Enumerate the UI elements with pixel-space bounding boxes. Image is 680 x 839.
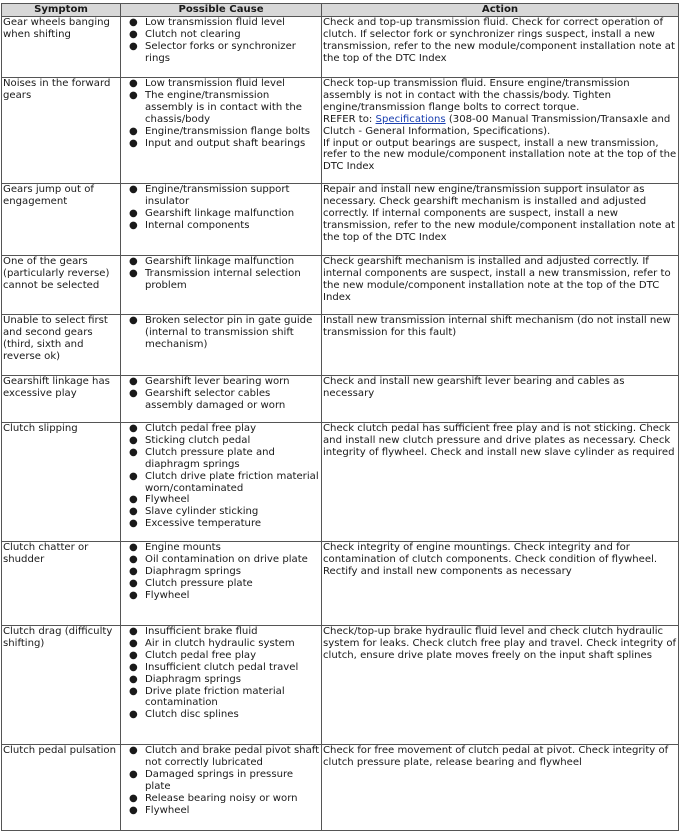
table-row [2, 626, 679, 745]
bullet-icon: ● [129, 661, 138, 673]
bullet-icon: ● [129, 89, 138, 101]
action-cell [322, 78, 679, 184]
cause-item [122, 220, 320, 232]
cause-text: Gearshift lever bearing worn [145, 376, 290, 387]
cause-item [122, 674, 320, 686]
refer-suffix: (308-00 Manual Transmission/Transaxle and Clutch - General Information, Specifications). [323, 113, 671, 137]
cause-text: Selector forks or synchronizer rings [145, 40, 296, 64]
bullet-icon: ● [129, 506, 138, 518]
cause-text: Low transmission fluid level [145, 17, 285, 28]
cause-item [122, 745, 320, 769]
cause-text: Release bearing noisy or worn [145, 792, 298, 804]
symptom-cell: Clutch pedal pulsation [2, 745, 121, 831]
action-cell [322, 542, 679, 626]
table-row [2, 256, 679, 315]
cause-text: Insufficient brake fluid [145, 626, 258, 637]
cause-cell [121, 17, 322, 78]
cause-text: Broken selector pin in gate guide (internal to transmission shift mechanism) [145, 315, 313, 350]
cause-text: Insufficient clutch pedal travel [145, 661, 299, 673]
cause-text: Damaged springs in pressure plate [145, 768, 294, 792]
cause-item [122, 90, 320, 126]
symptom-cell: Gearshift linkage has excessive play [2, 376, 121, 423]
bullet-icon: ● [129, 267, 138, 279]
action-text: Check and install new gearshift lever bearing and cables as necessary [323, 376, 625, 399]
cause-text: Clutch drive plate friction material worn/contaminated [145, 470, 319, 494]
bullet-icon: ● [129, 470, 138, 482]
cause-text: Gearshift linkage malfunction [145, 207, 295, 219]
bullet-icon: ● [129, 626, 138, 637]
cause-text: Clutch pedal free play [145, 649, 257, 661]
cause-list [122, 745, 320, 816]
cause-text: Clutch not clearing [145, 28, 241, 40]
cause-text: Engine/transmission flange bolts [145, 125, 311, 137]
action-text: If input or output bearings are suspect, install a new transmission, refer to the new module/component installation note at the top of the DTC Index [323, 137, 677, 173]
cause-item [122, 650, 320, 662]
action-cell [322, 315, 679, 376]
action-cell [322, 256, 679, 315]
cause-item [122, 686, 320, 710]
cause-cell [121, 423, 322, 542]
action-text: Check gearshift mechanism is installed and adjusted correctly. If internal components are suspect, install a new transmission, refer to the new module/component installation note at the top of the DTC Index [323, 256, 671, 303]
bullet-icon: ● [129, 804, 138, 816]
symptom-cell: Clutch chatter or shudder [2, 542, 121, 626]
cause-text: Flywheel [145, 494, 190, 506]
action-text: Check clutch pedal has sufficient free play and is not sticking. Check and install new clutch pressure and drive plates as necessary. Check integrity of flywheel. Check and install new slave cylinder as required [323, 423, 675, 458]
cause-text: Clutch pressure plate and diaphragm springs [145, 446, 275, 470]
action-text: Check/top-up brake hydraulic fluid level and check clutch hydraulic system for leaks. Check clutch free play and travel. Check integrity of clutch, ensure drive plate moves freely on the input shaft splines [323, 626, 677, 661]
cause-text: Internal components [145, 219, 250, 231]
bullet-icon: ● [129, 28, 138, 40]
cause-item [122, 388, 320, 412]
action-text: Check for free movement of clutch pedal at pivot. Check integrity of clutch pressure plate, release bearing and flywheel [323, 745, 669, 768]
cause-item [122, 709, 320, 721]
cause-item [122, 376, 320, 388]
bullet-icon: ● [129, 423, 138, 434]
bullet-icon: ● [129, 673, 138, 685]
action-cell [322, 184, 679, 256]
cause-text: Flywheel [145, 804, 190, 816]
cause-text: Input and output shaft bearings [145, 137, 306, 149]
cause-text: Gearshift selector cables assembly damaged or worn [145, 387, 286, 411]
bullet-icon: ● [129, 387, 138, 399]
action-cell [322, 17, 679, 78]
action-cell [322, 626, 679, 745]
cause-item [122, 590, 320, 602]
bullet-icon: ● [129, 542, 138, 553]
bullet-icon: ● [129, 376, 138, 387]
bullet-icon: ● [129, 40, 138, 52]
cause-item [122, 138, 320, 150]
cause-item [122, 662, 320, 674]
action-cell [322, 376, 679, 423]
cause-item [122, 41, 320, 65]
cause-text: Low transmission fluid level [145, 78, 285, 89]
cause-cell [121, 184, 322, 256]
cause-item [122, 29, 320, 41]
cause-cell [121, 315, 322, 376]
header-row [2, 4, 679, 17]
table-row [2, 315, 679, 376]
cause-text: Diaphragm springs [145, 565, 242, 577]
bullet-icon: ● [129, 518, 138, 530]
bullet-icon: ● [129, 219, 138, 231]
cause-text: Flywheel [145, 589, 190, 601]
cause-text: Oil contamination on drive plate [145, 553, 308, 565]
cause-item [122, 208, 320, 220]
symptom-cell: Clutch drag (difficulty shifting) [2, 626, 121, 745]
cause-item [122, 423, 320, 435]
symptom-cell: One of the gears (particularly reverse) cannot be selected [2, 256, 121, 315]
bullet-icon: ● [129, 446, 138, 458]
header-symptom: Symptom [2, 4, 121, 17]
cause-item [122, 256, 320, 268]
table-row [2, 184, 679, 256]
table-row [2, 542, 679, 626]
cause-cell [121, 745, 322, 831]
cause-list [122, 423, 320, 530]
bullet-icon: ● [129, 768, 138, 780]
action-cell [322, 745, 679, 831]
cause-text: Clutch pedal free play [145, 423, 257, 434]
cause-text: Gearshift linkage malfunction [145, 256, 295, 267]
refer-line [323, 114, 677, 138]
bullet-icon: ● [129, 565, 138, 577]
cause-item [122, 769, 320, 793]
cause-cell [121, 376, 322, 423]
action-text: Install new transmission internal shift mechanism (do not install new transmission for this fault) [323, 315, 671, 338]
symptom-cell: Gear wheels banging when shifting [2, 17, 121, 78]
cause-text: Engine mounts [145, 542, 221, 553]
symptom-cell: Clutch slipping [2, 423, 121, 542]
header-action: Action [322, 4, 679, 17]
cause-item [122, 506, 320, 518]
cause-cell [121, 256, 322, 315]
specifications-link[interactable]: Specifications [375, 113, 446, 125]
bullet-icon: ● [129, 792, 138, 804]
symptom-cell: Unable to select first and second gears (third, sixth and reverse ok) [2, 315, 121, 376]
cause-list [122, 256, 320, 292]
cause-item [122, 554, 320, 566]
cause-item [122, 578, 320, 590]
cause-cell [121, 626, 322, 745]
cause-item [122, 268, 320, 292]
cause-list [122, 315, 320, 351]
cause-item [122, 626, 320, 638]
cause-item [122, 793, 320, 805]
bullet-icon: ● [129, 649, 138, 661]
symptom-cell: Gears jump out of engagement [2, 184, 121, 256]
cause-item [122, 494, 320, 506]
cause-text: Air in clutch hydraulic system [145, 637, 295, 649]
cause-item [122, 126, 320, 138]
cause-item [122, 805, 320, 817]
cause-item [122, 638, 320, 650]
diagnosis-table [1, 3, 679, 831]
cause-item [122, 518, 320, 530]
bullet-icon: ● [129, 78, 138, 89]
bullet-icon: ● [129, 434, 138, 446]
cause-cell [121, 78, 322, 184]
cause-item [122, 17, 320, 29]
table-row [2, 376, 679, 423]
cause-list [122, 17, 320, 65]
action-text: Check integrity of engine mountings. Check integrity and for contamination of clutch components. Check condition of flywheel. Rectify and install new components as necessary [323, 542, 658, 577]
cause-cell [121, 542, 322, 626]
cause-list [122, 542, 320, 602]
bullet-icon: ● [129, 184, 138, 195]
cause-item [122, 566, 320, 578]
table-row [2, 78, 679, 184]
cause-list [122, 626, 320, 721]
cause-item [122, 315, 320, 351]
cause-list [122, 376, 320, 412]
bullet-icon: ● [129, 315, 138, 326]
action-text: Check top-up transmission fluid. Ensure engine/transmission assembly is not in contact with the chassis/body. Tighten engine/transmission flange bolts to correct torque. [323, 78, 630, 113]
cause-text: Clutch disc splines [145, 709, 239, 721]
cause-text: Sticking clutch pedal [145, 434, 251, 446]
table-row [2, 745, 679, 831]
cause-item [122, 447, 320, 471]
cause-text: Drive plate friction material contamination [145, 685, 285, 709]
symptom-cell: Noises in the forward gears [2, 78, 121, 184]
cause-text: Clutch pressure plate [145, 577, 253, 589]
cause-text: Transmission internal selection problem [145, 267, 301, 291]
cause-text: Clutch and brake pedal pivot shaft not correctly lubricated [145, 745, 320, 768]
bullet-icon: ● [129, 745, 138, 756]
bullet-icon: ● [129, 589, 138, 601]
cause-text: Excessive temperature [145, 518, 262, 530]
cause-item [122, 184, 320, 208]
bullet-icon: ● [129, 256, 138, 267]
action-text: Check and top-up transmission fluid. Check for correct operation of clutch. If selector fork or synchronizer rings suspect, install a new transmission, refer to the new module/component installation note at the top of the DTC Index [323, 17, 675, 64]
bullet-icon: ● [129, 577, 138, 589]
bullet-icon: ● [129, 125, 138, 137]
bullet-icon: ● [129, 137, 138, 149]
bullet-icon: ● [129, 685, 138, 697]
cause-text: The engine/transmission assembly is in contact with the chassis/body [145, 89, 302, 125]
bullet-icon: ● [129, 709, 138, 721]
bullet-icon: ● [129, 637, 138, 649]
cause-item [122, 542, 320, 554]
cause-item [122, 471, 320, 495]
cause-list [122, 78, 320, 149]
header-possible-cause: Possible Cause [121, 4, 322, 17]
cause-text: Diaphragm springs [145, 673, 242, 685]
bullet-icon: ● [129, 17, 138, 28]
action-text: Repair and install new engine/transmission support insulator as necessary. Check gearshift mechanism is installed and adjusted correctly. If internal components are suspect, install a new transmission, refer to the new module/component installation note at the top of the DTC Index [323, 184, 675, 243]
action-cell [322, 423, 679, 542]
bullet-icon: ● [129, 494, 138, 506]
table-row [2, 17, 679, 78]
cause-item [122, 78, 320, 90]
cause-text: Slave cylinder sticking [145, 506, 259, 518]
cause-text: Engine/transmission support insulator [145, 184, 290, 207]
cause-item [122, 435, 320, 447]
bullet-icon: ● [129, 207, 138, 219]
bullet-icon: ● [129, 553, 138, 565]
table-row [2, 423, 679, 542]
refer-prefix: REFER to: [323, 113, 376, 125]
cause-list [122, 184, 320, 232]
